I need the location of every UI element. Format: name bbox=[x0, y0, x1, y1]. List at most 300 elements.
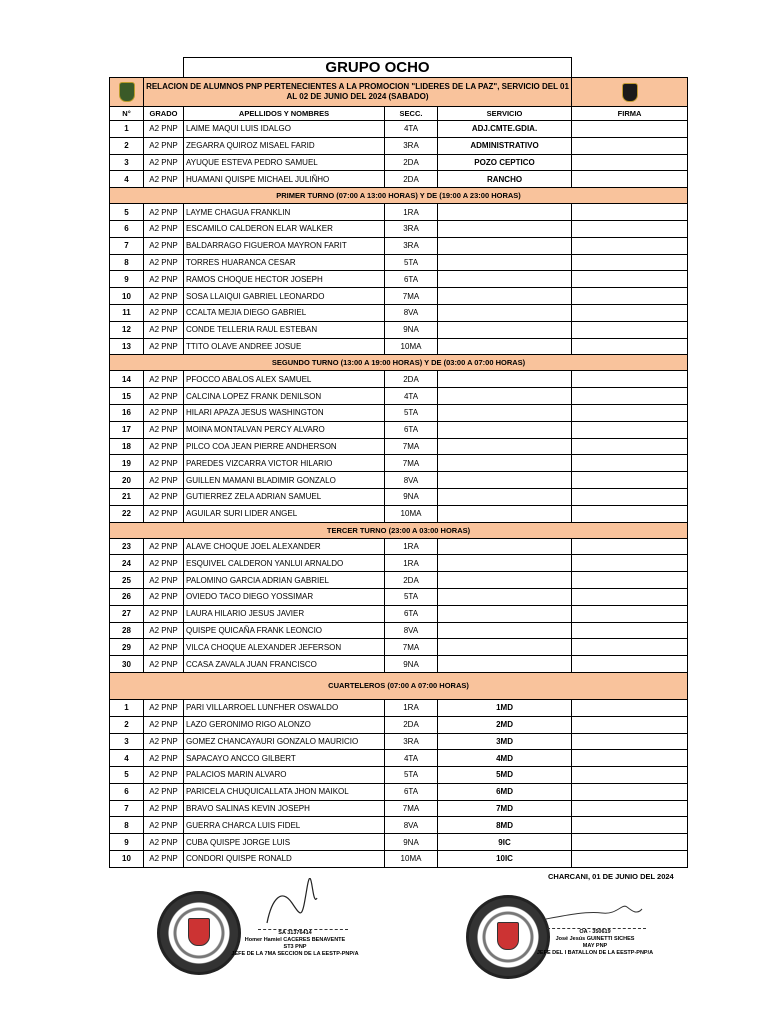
row-service bbox=[438, 572, 572, 589]
row-name: HILARI APAZA JESUS WASHINGTON bbox=[184, 404, 385, 421]
row-section: 2DA bbox=[385, 154, 438, 171]
row-service: 9IC bbox=[438, 834, 572, 851]
row-grade: A2 PNP bbox=[144, 321, 184, 338]
row-signature bbox=[572, 505, 688, 522]
row-signature bbox=[572, 555, 688, 572]
row-number: 20 bbox=[110, 472, 144, 489]
row-name: GUERRA CHARCA LUIS FIDEL bbox=[184, 817, 385, 834]
row-section: 5TA bbox=[385, 588, 438, 605]
row-name: VILCA CHOQUE ALEXANDER JEFERSON bbox=[184, 639, 385, 656]
row-signature bbox=[572, 137, 688, 154]
table-row bbox=[110, 733, 688, 750]
row-number: 10 bbox=[110, 851, 144, 868]
row-grade: A2 PNP bbox=[144, 171, 184, 188]
row-section: 3RA bbox=[385, 237, 438, 254]
row-section: 8VA bbox=[385, 472, 438, 489]
school-emblem-icon bbox=[572, 78, 688, 107]
row-service bbox=[438, 656, 572, 673]
row-signature bbox=[572, 588, 688, 605]
row-name: OVIEDO TACO DIEGO YOSSIMAR bbox=[184, 588, 385, 605]
row-name: GUILLEN MAMANI BLADIMIR GONZALO bbox=[184, 472, 385, 489]
row-name: TTITO OLAVE ANDREE JOSUE bbox=[184, 338, 385, 355]
row-name: RAMOS CHOQUE HECTOR JOSEPH bbox=[184, 271, 385, 288]
table-row bbox=[110, 750, 688, 767]
roster-body bbox=[110, 78, 688, 868]
row-grade: A2 PNP bbox=[144, 800, 184, 817]
row-grade: A2 PNP bbox=[144, 154, 184, 171]
table-row bbox=[110, 588, 688, 605]
row-grade: A2 PNP bbox=[144, 817, 184, 834]
row-signature bbox=[572, 254, 688, 271]
row-section: 8VA bbox=[385, 622, 438, 639]
row-section: 9NA bbox=[385, 488, 438, 505]
row-number: 15 bbox=[110, 388, 144, 405]
row-service bbox=[438, 455, 572, 472]
row-section: 4TA bbox=[385, 121, 438, 138]
row-number: 13 bbox=[110, 338, 144, 355]
table-row bbox=[110, 605, 688, 622]
row-number: 4 bbox=[110, 171, 144, 188]
row-grade: A2 PNP bbox=[144, 237, 184, 254]
row-grade: A2 PNP bbox=[144, 472, 184, 489]
row-grade: A2 PNP bbox=[144, 121, 184, 138]
row-section: 2DA bbox=[385, 572, 438, 589]
row-number: 28 bbox=[110, 622, 144, 639]
section-header bbox=[110, 522, 688, 538]
row-grade: A2 PNP bbox=[144, 767, 184, 784]
row-number: 1 bbox=[110, 699, 144, 716]
row-number: 4 bbox=[110, 750, 144, 767]
row-service bbox=[438, 254, 572, 271]
table-row bbox=[110, 220, 688, 237]
row-grade: A2 PNP bbox=[144, 388, 184, 405]
section-header bbox=[110, 672, 688, 699]
row-number: 12 bbox=[110, 321, 144, 338]
row-service bbox=[438, 371, 572, 388]
row-service: 6MD bbox=[438, 783, 572, 800]
row-service bbox=[438, 622, 572, 639]
table-row bbox=[110, 472, 688, 489]
row-service bbox=[438, 488, 572, 505]
row-service bbox=[438, 421, 572, 438]
row-number: 14 bbox=[110, 371, 144, 388]
row-signature bbox=[572, 488, 688, 505]
row-signature bbox=[572, 750, 688, 767]
row-grade: A2 PNP bbox=[144, 538, 184, 555]
row-service bbox=[438, 388, 572, 405]
row-signature bbox=[572, 388, 688, 405]
row-number: 5 bbox=[110, 767, 144, 784]
row-name: PFOCCO ABALOS ALEX SAMUEL bbox=[184, 371, 385, 388]
row-grade: A2 PNP bbox=[144, 834, 184, 851]
row-signature bbox=[572, 237, 688, 254]
row-grade: A2 PNP bbox=[144, 488, 184, 505]
row-service bbox=[438, 639, 572, 656]
row-signature bbox=[572, 271, 688, 288]
row-grade: A2 PNP bbox=[144, 750, 184, 767]
row-signature bbox=[572, 171, 688, 188]
table-row bbox=[110, 421, 688, 438]
table-row bbox=[110, 622, 688, 639]
table-row bbox=[110, 388, 688, 405]
row-number: 24 bbox=[110, 555, 144, 572]
row-grade: A2 PNP bbox=[144, 783, 184, 800]
row-number: 27 bbox=[110, 605, 144, 622]
row-number: 10 bbox=[110, 288, 144, 305]
row-section: 10MA bbox=[385, 851, 438, 868]
row-section: 1RA bbox=[385, 699, 438, 716]
row-section: 2DA bbox=[385, 716, 438, 733]
row-signature bbox=[572, 304, 688, 321]
row-grade: A2 PNP bbox=[144, 404, 184, 421]
table-row bbox=[110, 271, 688, 288]
row-grade: A2 PNP bbox=[144, 455, 184, 472]
section-header bbox=[110, 188, 688, 204]
signature-left-icon bbox=[262, 878, 322, 930]
row-section: 6TA bbox=[385, 605, 438, 622]
row-signature bbox=[572, 121, 688, 138]
signature-block-left: SA 31376414 Homer Hamiel CACERES BENAVENTE ST3 PNP JEFE DE LA 7MA SECCION DE LA EESTP-PNP/A bbox=[231, 930, 359, 957]
row-number: 1 bbox=[110, 121, 144, 138]
row-name: PAREDES VIZCARRA VICTOR HILARIO bbox=[184, 455, 385, 472]
table-row bbox=[110, 438, 688, 455]
row-section: 7MA bbox=[385, 438, 438, 455]
row-signature bbox=[572, 538, 688, 555]
table-row bbox=[110, 488, 688, 505]
row-section: 7MA bbox=[385, 288, 438, 305]
row-name: ALAVE CHOQUE JOEL ALEXANDER bbox=[184, 538, 385, 555]
row-name: CCALTA MEJIA DIEGO GABRIEL bbox=[184, 304, 385, 321]
row-service bbox=[438, 220, 572, 237]
row-grade: A2 PNP bbox=[144, 555, 184, 572]
row-section: 8VA bbox=[385, 817, 438, 834]
row-section: 3RA bbox=[385, 733, 438, 750]
row-grade: A2 PNP bbox=[144, 304, 184, 321]
row-section: 2DA bbox=[385, 171, 438, 188]
row-name: PALOMINO GARCIA ADRIAN GABRIEL bbox=[184, 572, 385, 589]
header-band bbox=[110, 78, 688, 107]
row-section: 5TA bbox=[385, 767, 438, 784]
row-signature bbox=[572, 438, 688, 455]
row-signature bbox=[572, 767, 688, 784]
row-grade: A2 PNP bbox=[144, 605, 184, 622]
roster-table bbox=[109, 77, 688, 868]
row-section: 1RA bbox=[385, 204, 438, 221]
row-signature bbox=[572, 455, 688, 472]
row-number: 3 bbox=[110, 154, 144, 171]
row-service bbox=[438, 321, 572, 338]
row-name: CONDE TELLERIA RAUL ESTEBAN bbox=[184, 321, 385, 338]
row-name: ESQUIVEL CALDERON YANLUI ARNALDO bbox=[184, 555, 385, 572]
row-name: PALACIOS MARIN ALVARO bbox=[184, 767, 385, 784]
row-section: 2DA bbox=[385, 371, 438, 388]
row-section: 10MA bbox=[385, 505, 438, 522]
section-title: PRIMER TURNO (07:00 A 13:00 HORAS) Y DE (19:00 A 23:00 HORAS) bbox=[110, 188, 688, 204]
column-header-row bbox=[110, 107, 688, 121]
table-row bbox=[110, 304, 688, 321]
col-header: GRADO bbox=[144, 107, 184, 121]
row-section: 7MA bbox=[385, 800, 438, 817]
row-grade: A2 PNP bbox=[144, 639, 184, 656]
row-number: 23 bbox=[110, 538, 144, 555]
row-name: QUISPE QUICAÑA FRANK LEONCIO bbox=[184, 622, 385, 639]
row-service: POZO CEPTICO bbox=[438, 154, 572, 171]
row-signature bbox=[572, 817, 688, 834]
row-grade: A2 PNP bbox=[144, 371, 184, 388]
row-name: PILCO COA JEAN PIERRE ANDHERSON bbox=[184, 438, 385, 455]
row-grade: A2 PNP bbox=[144, 220, 184, 237]
table-row bbox=[110, 455, 688, 472]
table-row bbox=[110, 137, 688, 154]
row-service bbox=[438, 605, 572, 622]
row-name: SOSA LLAIQUI GABRIEL LEONARDO bbox=[184, 288, 385, 305]
row-signature bbox=[572, 288, 688, 305]
row-service bbox=[438, 204, 572, 221]
row-signature bbox=[572, 421, 688, 438]
row-number: 5 bbox=[110, 204, 144, 221]
row-service bbox=[438, 438, 572, 455]
row-number: 22 bbox=[110, 505, 144, 522]
row-signature bbox=[572, 154, 688, 171]
row-number: 26 bbox=[110, 588, 144, 605]
row-signature bbox=[572, 321, 688, 338]
row-number: 7 bbox=[110, 800, 144, 817]
row-signature bbox=[572, 605, 688, 622]
col-header: N° bbox=[110, 107, 144, 121]
row-name: ESCAMILO CALDERON ELAR WALKER bbox=[184, 220, 385, 237]
row-service bbox=[438, 338, 572, 355]
row-number: 3 bbox=[110, 733, 144, 750]
table-row bbox=[110, 699, 688, 716]
row-number: 19 bbox=[110, 455, 144, 472]
row-service bbox=[438, 505, 572, 522]
row-signature bbox=[572, 572, 688, 589]
row-grade: A2 PNP bbox=[144, 137, 184, 154]
row-section: 7MA bbox=[385, 455, 438, 472]
row-service bbox=[438, 472, 572, 489]
row-section: 4TA bbox=[385, 388, 438, 405]
row-service bbox=[438, 237, 572, 254]
row-service: RANCHO bbox=[438, 171, 572, 188]
row-grade: A2 PNP bbox=[144, 421, 184, 438]
table-row bbox=[110, 254, 688, 271]
row-service: 7MD bbox=[438, 800, 572, 817]
table-row bbox=[110, 639, 688, 656]
row-signature bbox=[572, 699, 688, 716]
table-row bbox=[110, 121, 688, 138]
row-service bbox=[438, 288, 572, 305]
row-signature bbox=[572, 656, 688, 673]
row-number: 30 bbox=[110, 656, 144, 673]
row-number: 9 bbox=[110, 271, 144, 288]
row-signature bbox=[572, 639, 688, 656]
row-number: 2 bbox=[110, 137, 144, 154]
table-row bbox=[110, 555, 688, 572]
row-name: PARI VILLARROEL LUNFHER OSWALDO bbox=[184, 699, 385, 716]
row-section: 9NA bbox=[385, 834, 438, 851]
section-title: SEGUNDO TURNO (13:00 A 19:00 HORAS) Y DE (03:00 A 07:00 HORAS) bbox=[110, 355, 688, 371]
row-signature bbox=[572, 338, 688, 355]
row-signature bbox=[572, 220, 688, 237]
row-name: HUAMANI QUISPE MICHAEL JULIÑHO bbox=[184, 171, 385, 188]
table-row bbox=[110, 204, 688, 221]
row-name: BRAVO SALINAS KEVIN JOSEPH bbox=[184, 800, 385, 817]
row-signature bbox=[572, 472, 688, 489]
row-number: 9 bbox=[110, 834, 144, 851]
row-section: 7MA bbox=[385, 639, 438, 656]
row-section: 5TA bbox=[385, 254, 438, 271]
row-signature bbox=[572, 834, 688, 851]
row-grade: A2 PNP bbox=[144, 271, 184, 288]
row-grade: A2 PNP bbox=[144, 588, 184, 605]
row-name: TORRES HUARANCA CESAR bbox=[184, 254, 385, 271]
row-section: 10MA bbox=[385, 338, 438, 355]
row-service: 10IC bbox=[438, 851, 572, 868]
row-signature bbox=[572, 404, 688, 421]
row-grade: A2 PNP bbox=[144, 656, 184, 673]
row-name: PARICELA CHUQUICALLATA JHON MAIKOL bbox=[184, 783, 385, 800]
row-name: BALDARRAGO FIGUEROA MAYRON FARIT bbox=[184, 237, 385, 254]
row-name: AGUILAR SURI LIDER ANGEL bbox=[184, 505, 385, 522]
row-number: 29 bbox=[110, 639, 144, 656]
row-name: MOINA MONTALVAN PERCY ALVARO bbox=[184, 421, 385, 438]
row-signature bbox=[572, 622, 688, 639]
row-grade: A2 PNP bbox=[144, 699, 184, 716]
row-signature bbox=[572, 800, 688, 817]
header-text: RELACION DE ALUMNOS PNP PERTENECIENTES A LA PROMOCION "LIDERES DE LA PAZ", SERVICIO DEL 01 AL 02 DE JUNIO DEL 2024 (SABADO) bbox=[144, 78, 572, 107]
table-row bbox=[110, 817, 688, 834]
section-title: CUARTELEROS (07:00 A 07:00 HORAS) bbox=[110, 672, 688, 699]
row-number: 6 bbox=[110, 220, 144, 237]
row-grade: A2 PNP bbox=[144, 851, 184, 868]
table-row bbox=[110, 404, 688, 421]
table-row bbox=[110, 154, 688, 171]
row-grade: A2 PNP bbox=[144, 288, 184, 305]
row-number: 2 bbox=[110, 716, 144, 733]
row-grade: A2 PNP bbox=[144, 438, 184, 455]
row-name: AYUQUE ESTEVA PEDRO SAMUEL bbox=[184, 154, 385, 171]
row-name: LAYME CHAGUA FRANKLIN bbox=[184, 204, 385, 221]
row-section: 8VA bbox=[385, 304, 438, 321]
row-service: 8MD bbox=[438, 817, 572, 834]
row-name: CCASA ZAVALA JUAN FRANCISCO bbox=[184, 656, 385, 673]
row-service bbox=[438, 271, 572, 288]
table-row bbox=[110, 288, 688, 305]
row-grade: A2 PNP bbox=[144, 733, 184, 750]
section-title: TERCER TURNO (23:00 A 03:00 HORAS) bbox=[110, 522, 688, 538]
row-number: 17 bbox=[110, 421, 144, 438]
row-section: 9NA bbox=[385, 321, 438, 338]
row-name: CONDORI QUISPE RONALD bbox=[184, 851, 385, 868]
row-section: 1RA bbox=[385, 555, 438, 572]
signature-block-right: OA - 350619 José Jesús GUINETTI SICHES MAY PNP JEFE DEL I BATALLON DE LA EESTP-PNP/A bbox=[536, 929, 654, 956]
row-name: CALCINA LOPEZ FRANK DENILSON bbox=[184, 388, 385, 405]
table-row bbox=[110, 656, 688, 673]
table-row bbox=[110, 538, 688, 555]
table-row bbox=[110, 783, 688, 800]
row-service bbox=[438, 304, 572, 321]
pnp-emblem-icon bbox=[110, 78, 144, 107]
row-section: 6TA bbox=[385, 271, 438, 288]
table-row bbox=[110, 716, 688, 733]
col-header: FIRMA bbox=[572, 107, 688, 121]
row-service: ADMINISTRATIVO bbox=[438, 137, 572, 154]
row-number: 6 bbox=[110, 783, 144, 800]
row-number: 21 bbox=[110, 488, 144, 505]
col-header: APELLIDOS Y NOMBRES bbox=[184, 107, 385, 121]
row-section: 1RA bbox=[385, 538, 438, 555]
table-row bbox=[110, 505, 688, 522]
row-grade: A2 PNP bbox=[144, 572, 184, 589]
row-service bbox=[438, 538, 572, 555]
row-grade: A2 PNP bbox=[144, 716, 184, 733]
row-section: 6TA bbox=[385, 421, 438, 438]
table-row bbox=[110, 338, 688, 355]
row-service: 5MD bbox=[438, 767, 572, 784]
table-row bbox=[110, 171, 688, 188]
row-service: 4MD bbox=[438, 750, 572, 767]
row-name: GUTIERREZ ZELA ADRIAN SAMUEL bbox=[184, 488, 385, 505]
row-section: 5TA bbox=[385, 404, 438, 421]
row-signature bbox=[572, 733, 688, 750]
table-row bbox=[110, 321, 688, 338]
row-signature bbox=[572, 851, 688, 868]
table-row bbox=[110, 371, 688, 388]
row-name: GOMEZ CHANCAYAURI GONZALO MAURICIO bbox=[184, 733, 385, 750]
row-number: 16 bbox=[110, 404, 144, 421]
row-section: 4TA bbox=[385, 750, 438, 767]
row-name: CUBA QUISPE JORGE LUIS bbox=[184, 834, 385, 851]
table-row bbox=[110, 834, 688, 851]
table-row bbox=[110, 572, 688, 589]
row-grade: A2 PNP bbox=[144, 254, 184, 271]
row-number: 7 bbox=[110, 237, 144, 254]
row-grade: A2 PNP bbox=[144, 505, 184, 522]
table-row bbox=[110, 237, 688, 254]
row-section: 3RA bbox=[385, 137, 438, 154]
row-grade: A2 PNP bbox=[144, 338, 184, 355]
row-signature bbox=[572, 716, 688, 733]
row-signature bbox=[572, 371, 688, 388]
row-name: LAIME MAQUI LUIS IDALGO bbox=[184, 121, 385, 138]
row-section: 6TA bbox=[385, 783, 438, 800]
row-signature bbox=[572, 204, 688, 221]
row-service: ADJ.CMTE.GDIA. bbox=[438, 121, 572, 138]
date-line: CHARCANI, 01 DE JUNIO DEL 2024 bbox=[548, 872, 674, 881]
row-number: 11 bbox=[110, 304, 144, 321]
row-grade: A2 PNP bbox=[144, 622, 184, 639]
row-service bbox=[438, 588, 572, 605]
row-name: ZEGARRA QUIROZ MISAEL FARID bbox=[184, 137, 385, 154]
col-header: SECC. bbox=[385, 107, 438, 121]
row-section: 3RA bbox=[385, 220, 438, 237]
row-service: 3MD bbox=[438, 733, 572, 750]
row-service bbox=[438, 404, 572, 421]
row-number: 25 bbox=[110, 572, 144, 589]
section-header bbox=[110, 355, 688, 371]
row-signature bbox=[572, 783, 688, 800]
signature-right-icon bbox=[542, 893, 646, 927]
row-number: 8 bbox=[110, 254, 144, 271]
row-name: SAPACAYO ANCCO GILBERT bbox=[184, 750, 385, 767]
table-row bbox=[110, 800, 688, 817]
page-title: GRUPO OCHO bbox=[183, 57, 572, 78]
row-service: 2MD bbox=[438, 716, 572, 733]
row-service bbox=[438, 555, 572, 572]
row-service: 1MD bbox=[438, 699, 572, 716]
row-name: LAURA HILARIO JESUS JAVIER bbox=[184, 605, 385, 622]
table-row bbox=[110, 851, 688, 868]
